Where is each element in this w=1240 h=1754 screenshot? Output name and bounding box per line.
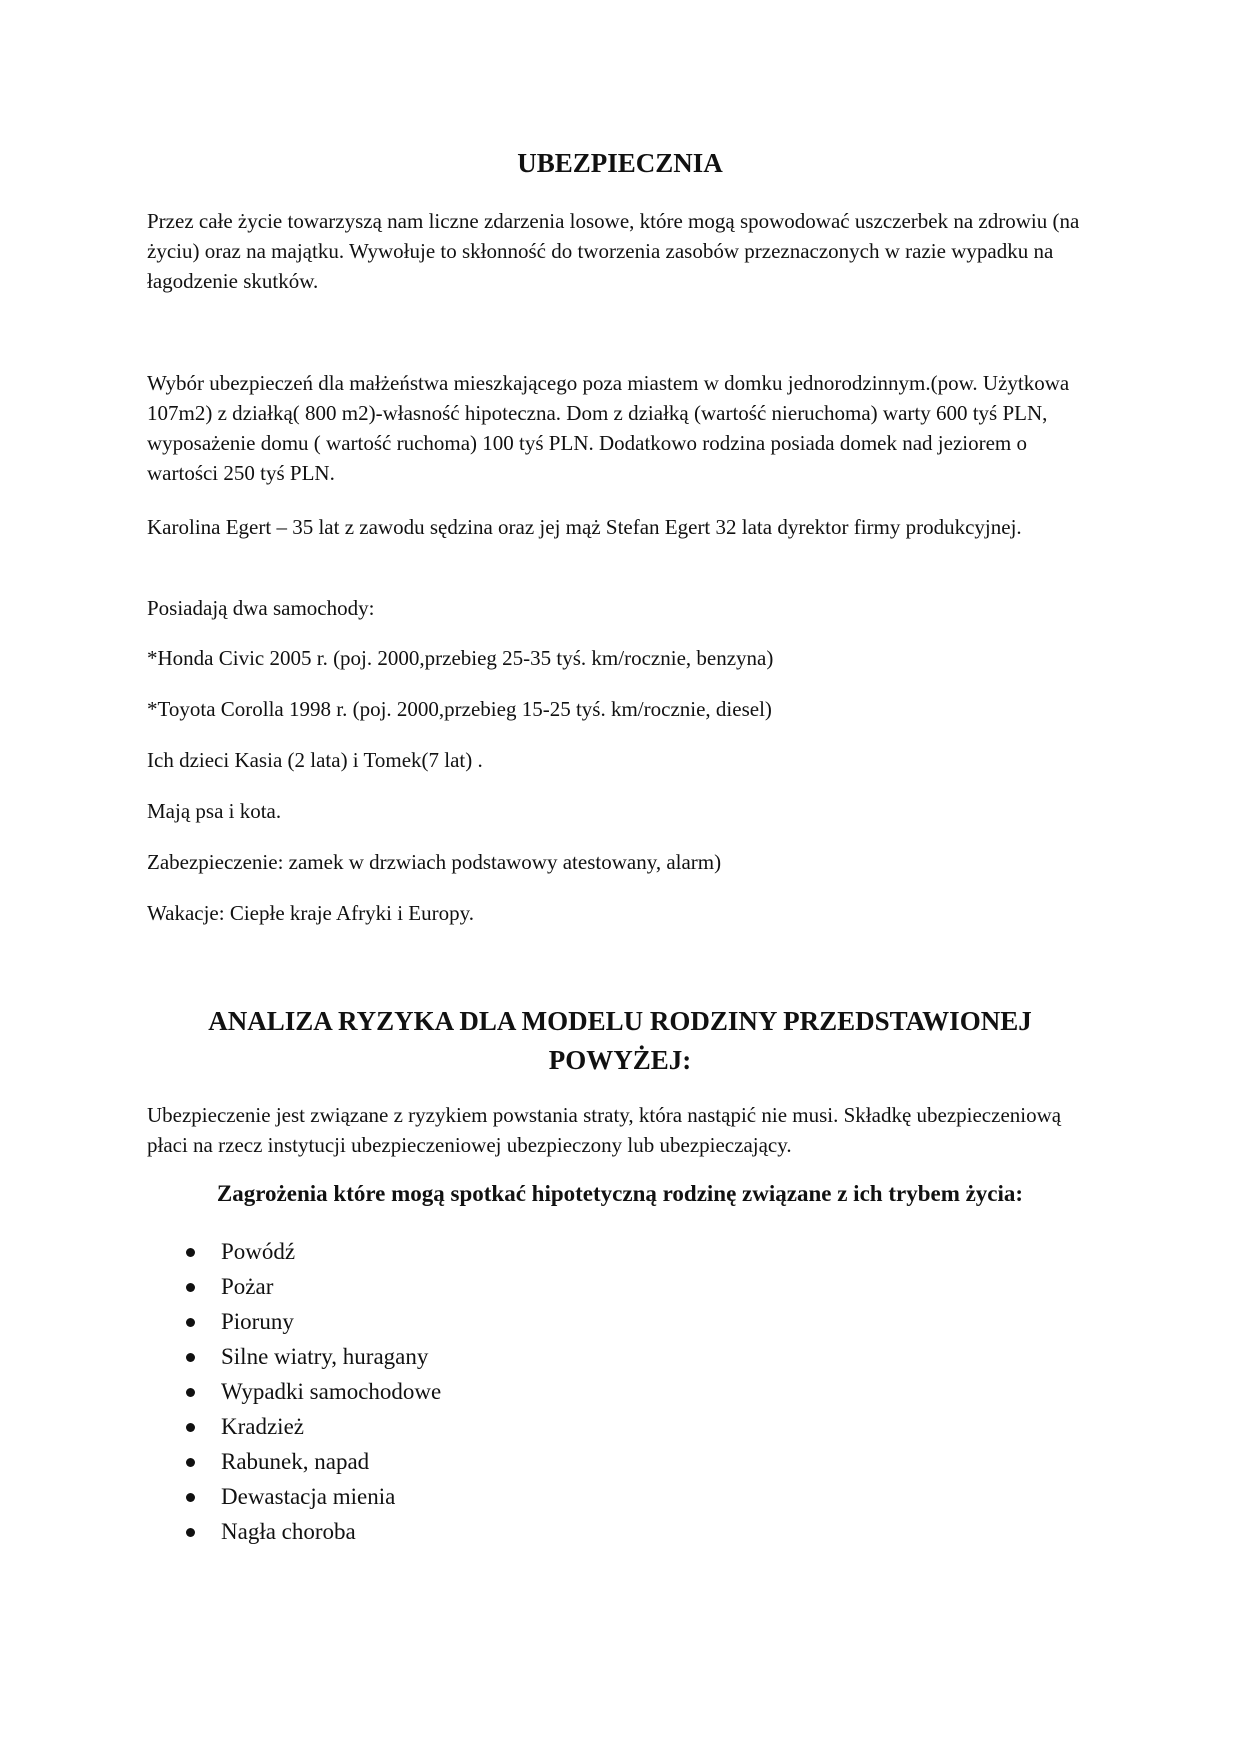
analysis-heading-line1: ANALIZA RYZYKA DLA MODELU RODZINY PRZEDSTAWIONEJ [208, 1006, 1032, 1036]
threats-list [186, 1234, 441, 1549]
bullet-icon [186, 1283, 195, 1292]
people-paragraph [147, 512, 1097, 542]
car-toyota: *Toyota Corolla 1998 r. (poj. 2000,przebieg 15-25 tyś. km/rocznie, diesel) [147, 697, 772, 721]
list-item [186, 1514, 441, 1549]
list-item-label: Dewastacja mienia [221, 1484, 396, 1509]
analysis-heading-line2: POWYŻEJ: [548, 1045, 692, 1075]
list-item-label: Pioruny [221, 1309, 294, 1334]
list-item [186, 1339, 441, 1374]
list-item [186, 1269, 441, 1304]
list-item-label: Wypadki samochodowe [221, 1379, 442, 1404]
bullet-icon [186, 1388, 195, 1397]
analysis-paragraph: Ubezpieczenie jest związane z ryzykiem powstania straty, która nastąpić nie musi. Składkę ubezpieczeniową płaci na rzecz instytucji ubezpieczeniowej ubezpieczony lub ubezpieczający. [147, 1103, 1062, 1157]
people-name: Karolina Egert [147, 515, 272, 539]
bullet-icon [186, 1458, 195, 1467]
vacation-line: Wakacje: Ciepłe kraje Afryki i Europy. [147, 901, 474, 925]
bullet-icon [186, 1493, 195, 1502]
list-item-label: Pożar [221, 1274, 274, 1299]
bullet-icon [186, 1423, 195, 1432]
bullet-icon [186, 1528, 195, 1537]
list-item [186, 1479, 441, 1514]
list-item [186, 1444, 441, 1479]
list-item-label: Rabunek, napad [221, 1449, 370, 1474]
threats-heading: Zagrożenia które mogą spotkać hipotetyczną rodzinę związane z ich trybem życia: [216, 1181, 1024, 1206]
children-line: Ich dzieci Kasia (2 lata) i Tomek(7 lat) . [147, 748, 483, 772]
scenario-paragraph: Wybór ubezpieczeń dla małżeństwa mieszkającego poza miastem w domku jednorodzinnym.(pow. Użytkowa 107m2) z działką( 800 m2)-własność hipoteczna. Dom z działką (wartość nieruchoma) warty 600 tyś PLN, wyposażenie domu ( wartość ruchoma) 100 tyś PLN. Dodatkowo rodzina posiada domek nad jeziorem o wartości 250 tyś PLN. [147, 371, 1070, 485]
list-item [186, 1409, 441, 1444]
security-line: Zabezpieczenie: zamek w drzwiach podstawowy atestowany, alarm) [147, 850, 722, 874]
list-item-label: Silne wiatry, huragany [221, 1344, 429, 1369]
bullet-icon [186, 1248, 195, 1257]
list-item-label: Powódź [221, 1239, 296, 1264]
list-item [186, 1234, 441, 1269]
analysis-heading [0, 1002, 1240, 1080]
bullet-icon [186, 1353, 195, 1362]
car-honda: *Honda Civic 2005 r. (poj. 2000,przebieg 25-35 tyś. km/rocznie, benzyna) [147, 646, 774, 670]
document-title: UBEZPIECZNIA [517, 148, 723, 178]
intro-paragraph: Przez całe życie towarzyszą nam liczne zdarzenia losowe, które mogą spowodować uszczerbek na zdrowiu (na życiu) oraz na majątku. Wywołuje to skłonność do tworzenia zasobów przeznaczonych w razie wypadku na łagodzenie skutków. [147, 209, 1080, 293]
cars-label: Posiadają dwa samochody: [147, 596, 375, 620]
people-description: – 35 lat z zawodu sędzina oraz jej mąż Stefan Egert 32 lata dyrektor firmy produkcyjnej. [271, 515, 1022, 539]
pets-line: Mają psa i kota. [147, 799, 282, 823]
list-item-label: Nagła choroba [221, 1519, 356, 1544]
bullet-icon [186, 1318, 195, 1327]
list-item [186, 1374, 441, 1409]
list-item [186, 1304, 441, 1339]
list-item-label: Kradzież [221, 1414, 304, 1439]
